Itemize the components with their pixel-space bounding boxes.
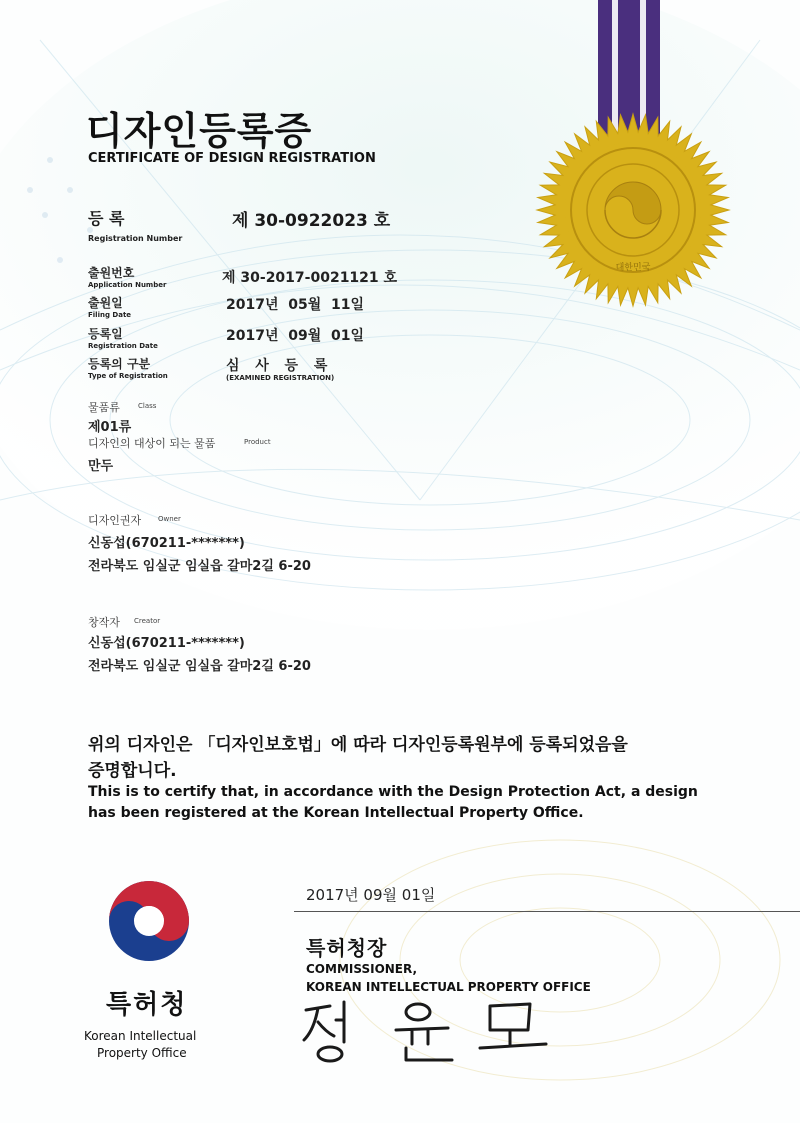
type-value: 심 사 등 록 [226, 358, 330, 374]
type-label-en: Type of Registration [88, 372, 168, 380]
issuer-title-english-2: KOREAN INTELLECTUAL PROPERTY OFFICE [306, 980, 591, 994]
issue-date: 2017년 09월 01일 [306, 886, 436, 904]
owner-address: 전라북도 임실군 임실읍 갈마2길 6-20 [88, 559, 311, 574]
issuer-title-korean: 특허청장 [306, 936, 388, 960]
owner-name: 신동섭(670211-*******) [88, 536, 245, 551]
class-label: 물품류 [88, 401, 120, 414]
issuer-title-english-1: COMMISSIONER, [306, 962, 418, 976]
certification-text-en-1: This is to certify that, in accordance with the Design Protection Act, a design [88, 784, 698, 800]
filing-label: 출원일 [88, 296, 123, 310]
certification-text-ko-1: 위의 디자인은 「디자인보호법」에 따라 디자인등록원부에 등록되었음을 [88, 735, 628, 755]
handwritten-signature [300, 998, 560, 1068]
title-korean: 디자인등록증 [86, 109, 313, 153]
certification-text-en-2: has been registered at the Korean Intellectual Property Office. [88, 805, 584, 821]
kipo-name-korean: 특허청 [106, 990, 188, 1020]
registration-number: 제 30-0922023 호 [232, 211, 391, 231]
application-label: 출원번호 [88, 266, 135, 280]
creator-address: 전라북도 임실군 임실읍 갈마2길 6-20 [88, 659, 311, 674]
class-label-en: Class [138, 402, 157, 410]
gold-seal-icon [533, 110, 733, 310]
registration-label-en: Registration Number [88, 234, 183, 243]
creator-label-en: Creator [134, 617, 161, 625]
certification-text-ko-2: 증명합니다. [88, 761, 177, 781]
kipo-name-english-2: Property Office [97, 1046, 187, 1060]
owner-label-en: Owner [158, 515, 181, 523]
owner-label: 디자인권자 [88, 514, 142, 527]
svg-text:대한민국: 대한민국 [615, 263, 651, 273]
product-value: 만두 [88, 459, 114, 474]
filing-date: 2017년 05월 11일 [226, 297, 364, 313]
application-label-en: Application Number [88, 281, 167, 289]
registration-label: 등 록 [88, 209, 125, 228]
class-value: 제01류 [88, 420, 132, 435]
registration-date: 2017년 09월 01일 [226, 328, 364, 344]
type-label: 등록의 구분 [88, 357, 151, 371]
signature-divider [294, 911, 800, 912]
kipo-name-english-1: Korean Intellectual [84, 1029, 197, 1043]
creator-name: 신동섭(670211-*******) [88, 636, 245, 651]
title-english: CERTIFICATE OF DESIGN REGISTRATION [88, 151, 376, 166]
application-number: 제 30-2017-0021121 호 [222, 270, 398, 286]
filing-label-en: Filing Date [88, 311, 132, 319]
registration-date-label: 등록일 [88, 327, 123, 341]
registration-date-label-en: Registration Date [88, 342, 158, 350]
type-value-en: (EXAMINED REGISTRATION) [226, 374, 335, 382]
kipo-taegeuk-logo-icon [104, 876, 194, 966]
product-label: 디자인의 대상이 되는 물품 [88, 437, 216, 450]
product-label-en: Product [244, 438, 271, 446]
creator-label: 창작자 [88, 616, 120, 629]
